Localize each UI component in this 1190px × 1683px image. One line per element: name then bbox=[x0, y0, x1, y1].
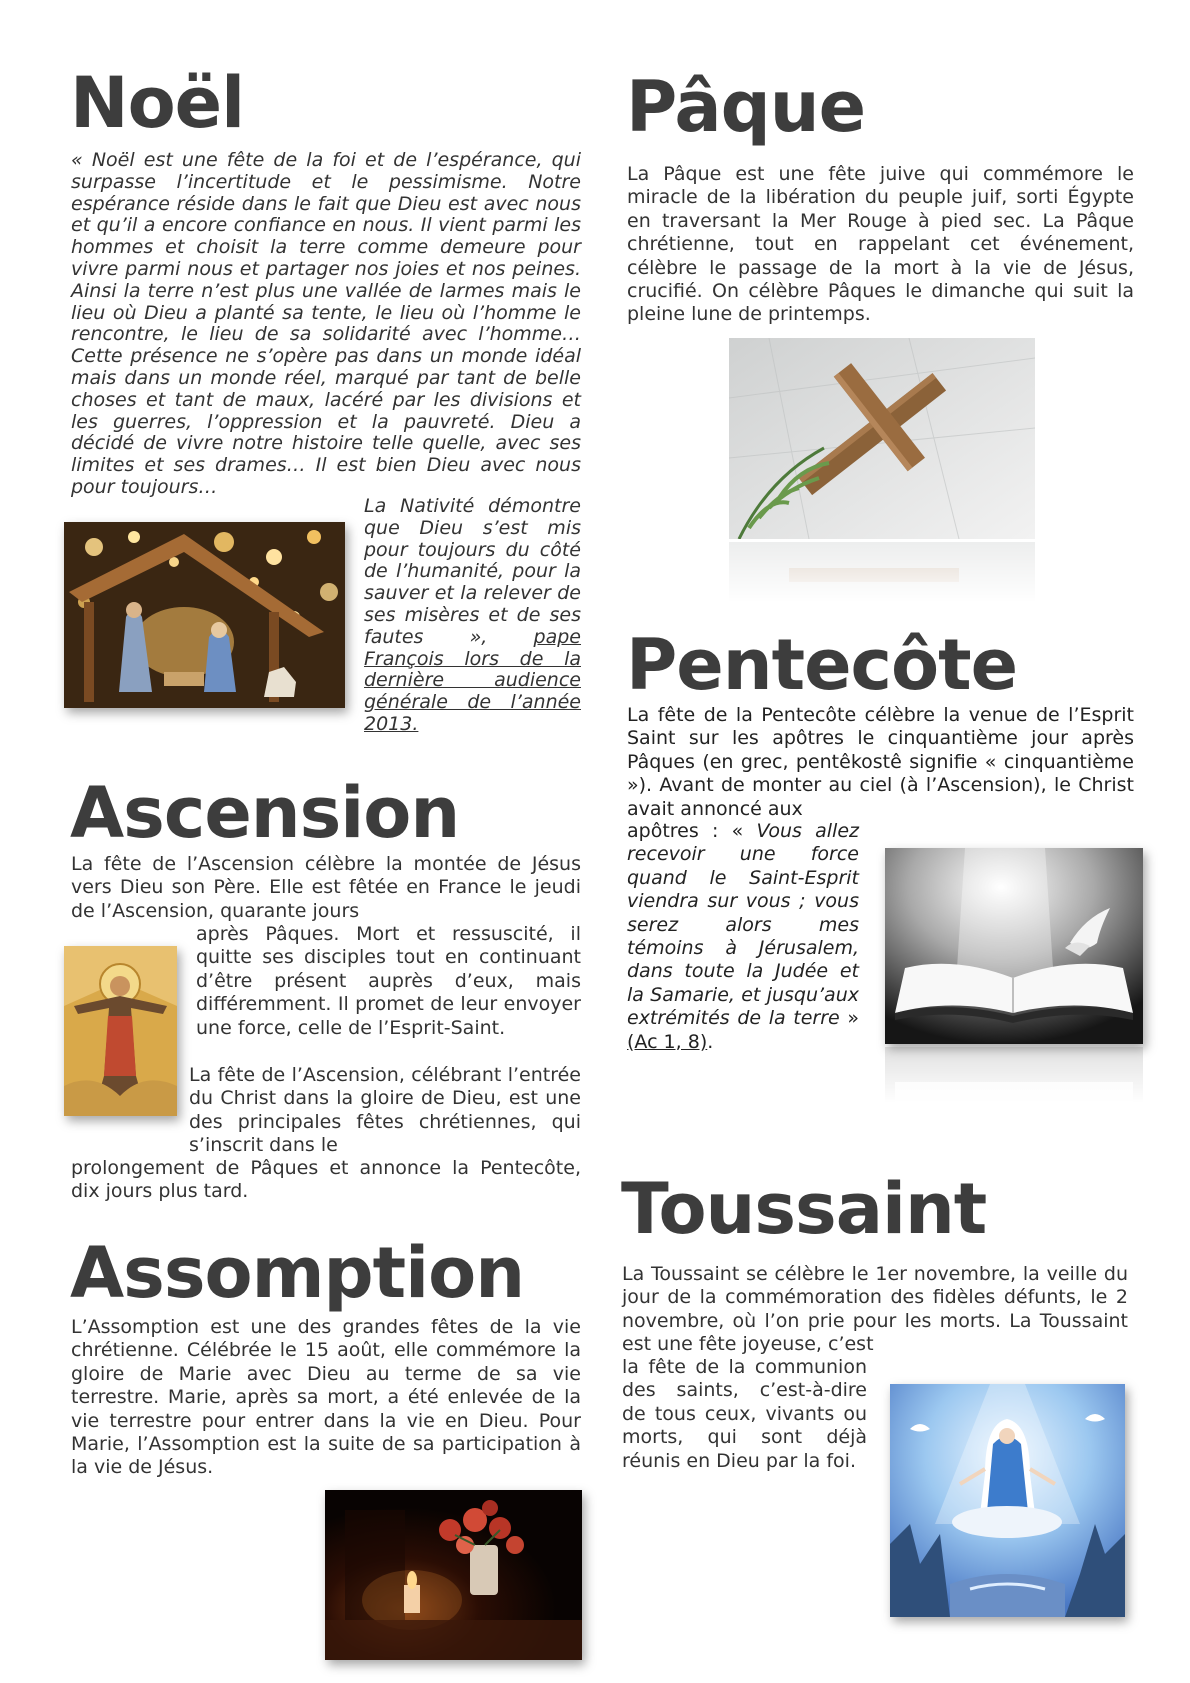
bible-dove-image bbox=[885, 848, 1143, 1044]
noel-quote-end bbox=[364, 496, 581, 736]
ascension-text-top: La fête de l’Ascension célèbre la montée de Jésus vers Dieu son Père. Elle est fêtée en France le jeudi de l’Ascension, quarante jours bbox=[71, 853, 581, 922]
pentecote-quote bbox=[627, 820, 859, 1054]
assomption-text: L’Assomption est une des grandes fêtes de la vie chrétienne. Célébrée le 15 août, elle commémore la gloire de Marie avec Dieu au terme de sa vie terrestre. Marie, après sa mort, a été enlevée de la vie terrestre pour entrer dans la vie en Dieu. Pour Marie, l’Assomption est la suite de sa participation à la vie de Jésus. bbox=[71, 1316, 581, 1479]
toussaint-title: Toussaint bbox=[621, 1168, 987, 1250]
pentecote-quote-text: Vous allez recevoir une force quand le Saint-Esprit viendra sur vous ; vous serez alors mes témoins à Jérusalem, dans toute la Judée et la Samarie, et jusqu’aux extrémités de la terre bbox=[627, 820, 860, 1030]
pentecote-text: La fête de la Pentecôte célèbre la venue de l’Esprit Saint sur les apôtres le cinquantième jour après Pâques (en grec, pentêkostê signifie « cinquantième »). Avant de monter au ciel (à l’Ascension), le Christ avait annoncé aux bbox=[627, 704, 1134, 820]
ascension-text-side2: La fête de l’Ascension, célébrant l’entrée du Christ dans la gloire de Dieu, est une des principales fêtes chrétiennes, qui s’inscrit dans le bbox=[189, 1064, 581, 1157]
cross-image-reflection bbox=[729, 542, 1035, 612]
bible-image-reflection bbox=[885, 1047, 1143, 1112]
paque-title: Pâque bbox=[626, 66, 866, 148]
noel-title: Noël bbox=[70, 62, 245, 144]
assomption-title: Assomption bbox=[70, 1232, 525, 1314]
noel-quote-end-text: La Nativité démontre que Dieu s’est mis pour toujours du côté de l’humanité, pour la sauver et la relever de ses misères et de ses fautes », bbox=[364, 495, 581, 648]
noel-quote: « Noël est une fête de la foi et de l’espérance, qui surpasse l’incertitude et le pessimisme. Notre espérance réside dans le fait que Dieu est avec nous et qu’il a encore confiance en nous. Il vient parmi les hommes et choisit la terre comme demeure pour vivre parmi nous et partager nos joies et nos peines. Ainsi la terre n’est plus une vallée de larmes mais le lieu où Dieu a planté sa tente, le lieu où l’homme le rencontre, le lieu de sa solidarité avec l’homme… Cette présence ne s’opère pas dans un monde idéal mais dans un monde réel, marqué par tant de belle choses et tant de maux, lacéré par les divisions et les guerres, l’oppression et la pauvreté. Dieu a décidé de vivre notre histoire telle quelle, avec ses limites et ses drames… Il est bien Dieu avec nous pour toujours… bbox=[71, 149, 581, 498]
noel-source-link[interactable]: pape François lors de la dernière audience générale de l’année 2013. bbox=[364, 625, 582, 735]
pentecote-title: Pentecôte bbox=[626, 624, 1018, 706]
paque-text: La Pâque est une fête juive qui commémore le miracle de la libération du peuple juif, sorti Égypte en traversant la Mer Rouge à pied sec. La Pâque chrétienne, tout en rappelant cet événement, célèbre le passage de la mort à la vie de Jésus, crucifié. On célèbre Pâques le dimanche qui suit la pleine lune de printemps. bbox=[627, 163, 1134, 326]
toussaint-text-side: la fête de la communion des saints, c’est-à-dire de tous ceux, vivants ou morts, qui sont déjà réunis en Dieu par la foi. bbox=[622, 1356, 867, 1472]
nativity-scene-image bbox=[64, 522, 345, 708]
pentecote-ref-link[interactable]: (Ac 1, 8) bbox=[627, 1030, 708, 1053]
virgin-mary-image bbox=[890, 1384, 1125, 1617]
pentecote-text-lead: apôtres : « bbox=[627, 820, 744, 842]
toussaint-text-top: La Toussaint se célèbre le 1er novembre, la veille du jour de la commémoration des fidèles défunts, le 2 novembre, où l’on prie pour les morts. La Toussaint est une fête joyeuse, c’est bbox=[622, 1263, 1128, 1356]
ascension-icon-image bbox=[64, 946, 177, 1116]
pentecote-quote-close: » bbox=[847, 1007, 859, 1030]
pentecote-ref-end: . bbox=[707, 1030, 714, 1053]
ascension-text-side: après Pâques. Mort et ressuscité, il quitte ses disciples tout en continuant d’être présent auprès d’eux, mais différemment. Il promet de leur envoyer une force, celle de l’Esprit-Saint. bbox=[196, 923, 581, 1039]
cross-image bbox=[729, 338, 1035, 539]
candle-flowers-image bbox=[325, 1490, 582, 1660]
ascension-title: Ascension bbox=[70, 772, 460, 854]
ascension-text-bottom: prolongement de Pâques et annonce la Pentecôte, dix jours plus tard. bbox=[71, 1157, 581, 1203]
